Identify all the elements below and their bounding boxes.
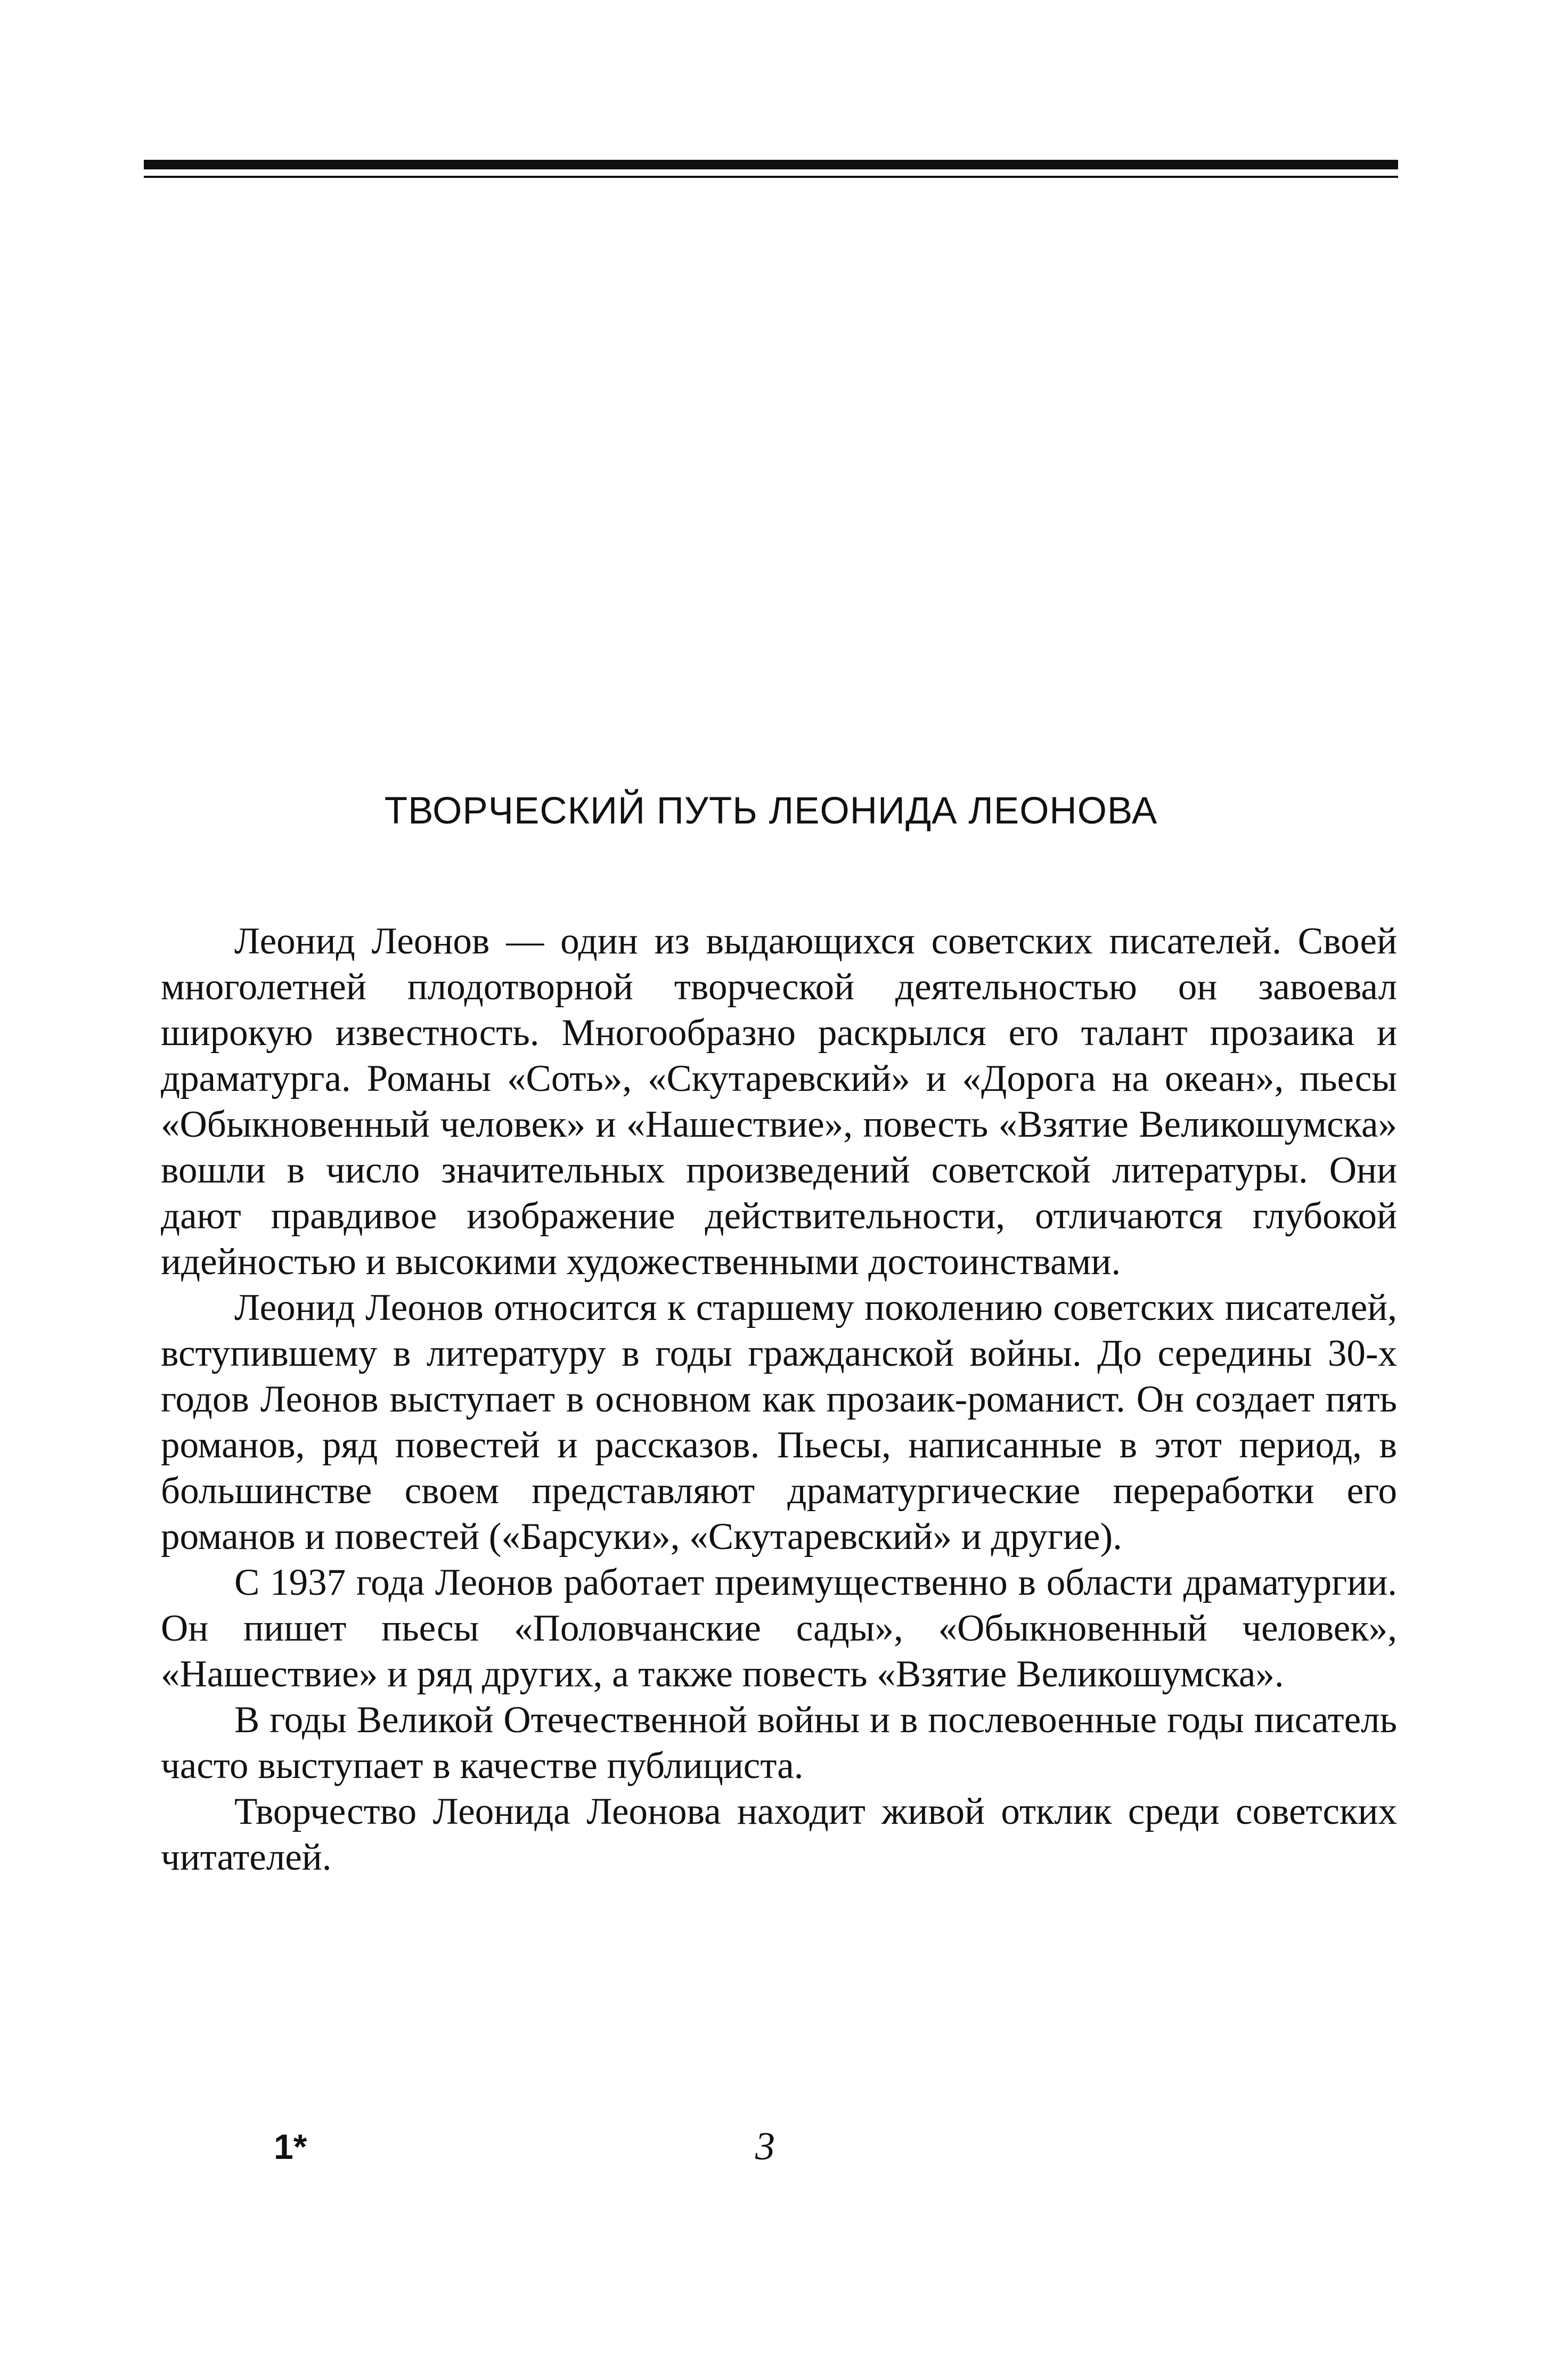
printer-signature-mark: 1*	[274, 2127, 307, 2166]
paragraph-3: С 1937 года Леонов работает преимущественно в области драматургии. Он пишет пьесы «Половчанские сады», «Обыкновенный человек», «Нашествие» и ряд других, а также повесть «Взятие Великошумска».	[161, 1562, 1397, 1695]
paragraph-4: В годы Великой Отечественной войны и в послевоенные годы писатель часто выступает в качестве публициста.	[161, 1699, 1397, 1787]
chapter-title: ТВОРЧЕСКИЙ ПУТЬ ЛЕОНИДА ЛЕОНОВА	[384, 790, 1158, 832]
paragraph-2: Леонид Леонов относится к старшему поколению советских писателей, вступившему в литературу в годы гражданской войны. До середины 30-х годов Леонов выступает в основном как прозаик-романист. Он создает пять романов, ряд повестей и рассказов. Пьесы, написанные в этот период, в большинстве своем представляют драматургические переработки его романов и повестей («Барсуки», «Скутаревский» и другие).	[161, 1287, 1397, 1557]
body-text	[161, 918, 1397, 1880]
header-rule-thick	[144, 160, 1398, 169]
header-rule-thin	[144, 176, 1398, 178]
paragraph-1: Леонид Леонов — один из выдающихся советских писателей. Своей многолетней плодотворной творческой деятельностью он завоевал широкую известность. Многообразно раскрылся его талант прозаика и драматурга. Романы «Соть», «Скутаревский» и «Дорога на океан», пьесы «Обыкновенный человек» и «Нашествие», повесть «Взятие Великошумска» вошли в число значительных произведений советской литературы. Они дают правдивое изображение действительности, отличаются глубокой идейностью и высокими художественными достоинствами.	[161, 920, 1397, 1283]
page-number: 3	[755, 2125, 775, 2168]
paragraph-5: Творчество Леонида Леонова находит живой отклик среди советских читателей.	[161, 1791, 1397, 1878]
